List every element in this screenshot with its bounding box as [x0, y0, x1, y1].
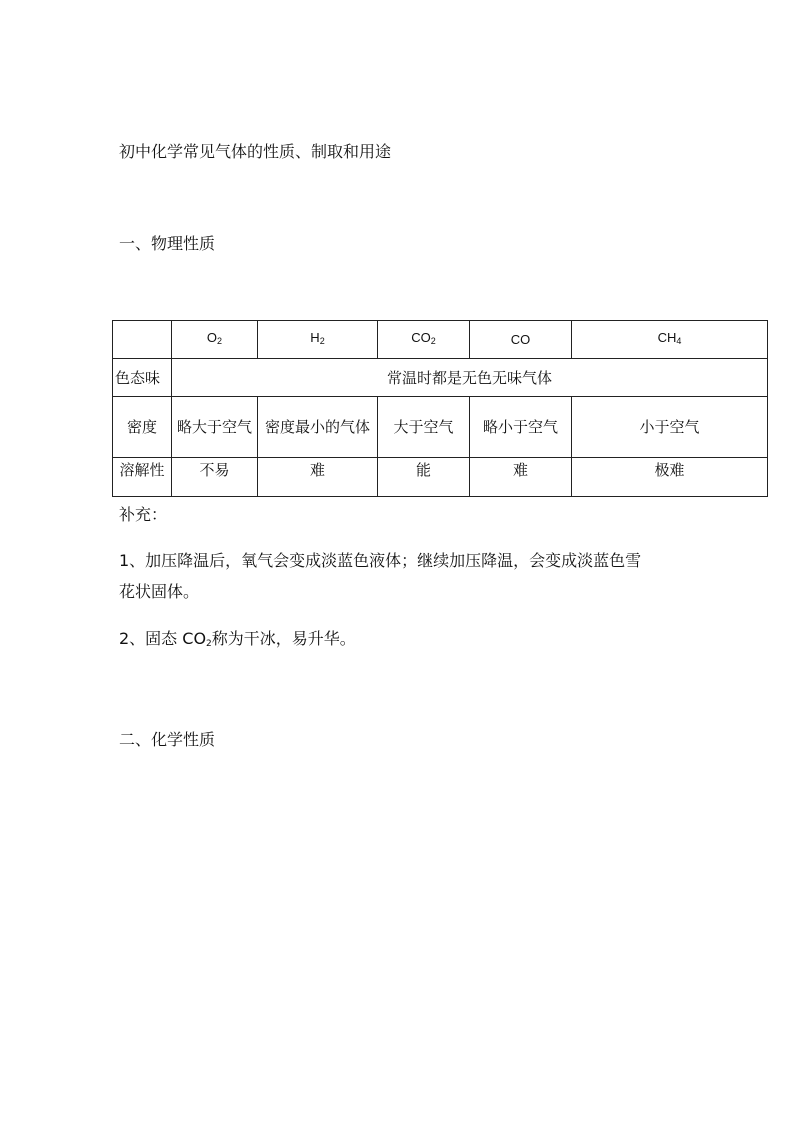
row-label-density: 密度: [113, 397, 172, 458]
density-o2: 略大于空气: [172, 397, 258, 458]
supplement-label: 补充：: [119, 505, 168, 524]
header-ch4: $CH_4$: [572, 321, 768, 359]
document-title: 初中化学常见气体的性质、制取和用途: [119, 142, 392, 161]
table-row: [113, 397, 768, 458]
density-h2: 密度最小的气体: [258, 397, 378, 458]
table-header-row: [113, 321, 768, 359]
solubility-o2: 不易: [172, 458, 258, 497]
table-row: [113, 359, 768, 397]
header-co: CO: [470, 321, 572, 359]
supplement-note-1-line-1: 1、加压降温后，氧气会变成淡蓝色液体；继续加压降温，会变成淡蓝色雪: [119, 551, 642, 570]
table-row: [113, 458, 768, 497]
row-label-color-state-odor: 色态味: [113, 359, 172, 397]
header-h2: $H_2$: [258, 321, 378, 359]
supplement-note-1-line-2: 花状固体。: [119, 582, 200, 601]
color-state-odor-value: 常温时都是无色无味气体: [172, 359, 768, 397]
header-o2: $O_2$: [172, 321, 258, 359]
density-co2: 大于空气: [378, 397, 470, 458]
solubility-h2: 难: [258, 458, 378, 497]
section-heading-physical: 一、物理性质: [119, 234, 216, 253]
header-co2: $CO_2$: [378, 321, 470, 359]
row-label-solubility: 溶解性: [113, 458, 172, 497]
solubility-co: 难: [470, 458, 572, 497]
header-empty-cell: [113, 321, 172, 359]
section-heading-chemical: 二、化学性质: [119, 730, 216, 749]
density-ch4: 小于空气: [572, 397, 768, 458]
supplement-note-2: 2、固态 $CO_2$称为干冰，易升华。: [119, 629, 356, 649]
density-co: 略小于空气: [470, 397, 572, 458]
physical-properties-table: [112, 320, 768, 497]
solubility-ch4: 极难: [572, 458, 768, 497]
solubility-co2: 能: [378, 458, 470, 497]
